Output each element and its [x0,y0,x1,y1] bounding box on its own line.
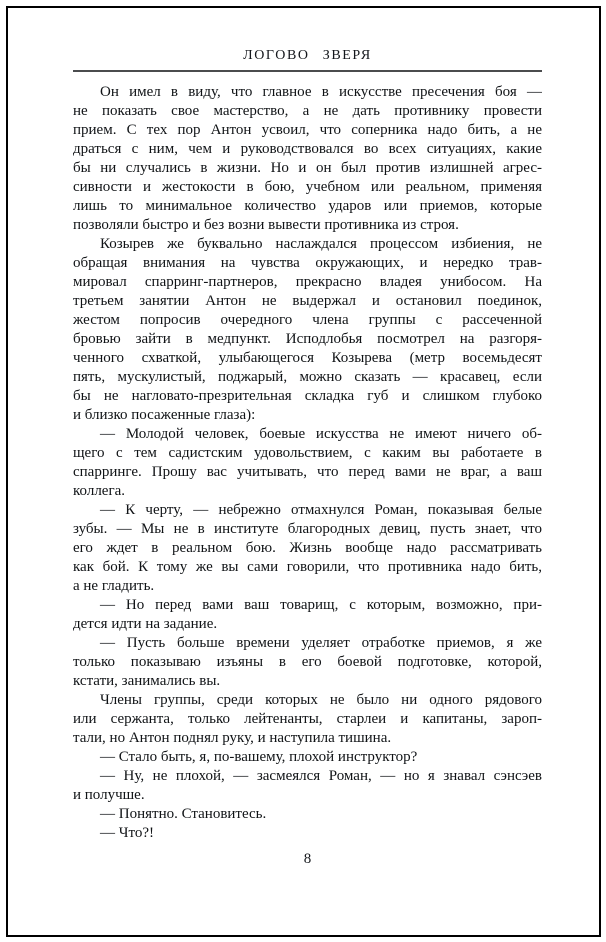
text-line: третьем занятии Антон не выдержал и остановил поединок, [73,293,542,309]
paragraph [73,691,542,748]
text-line: — Стало быть, я, по-вашему, плохой инструктор? [100,749,418,765]
text-line: Он имел в виду, что главное в искусстве пресечения боя — [100,84,542,100]
text-line: драться с ним, чем и руководствовался во всех ситуациях, какие [73,141,542,157]
text-line: жестом попросив очередного члена группы с рассеченной [73,312,542,328]
paragraph [73,83,542,235]
text-line: обращая внимания на чувства окружающих, и нередко трав- [73,255,542,271]
text-line: только показываю изъяны в его боевой подготовке, которой, [73,654,542,670]
text-line: пять, мускулистый, поджарый, можно сказать — красавец, если [73,369,542,385]
body-text [73,83,542,843]
text-line: прием. С тех пор Антон усвоил, что соперника надо бить, а не [73,122,542,138]
paragraph [73,634,542,691]
text-line: щего с тем садистским удовольствием, с каким вы работаете в [73,445,542,461]
header-rule [73,70,542,72]
text-line: — Что?! [100,825,155,841]
text-line: не показать свое мастерство, а не дать противнику провести [73,103,542,119]
text-line: — Но перед вами ваш товарищ, с которым, возможно, при- [100,597,542,613]
paragraph [73,748,542,767]
text-line: — Пусть больше времени уделяет отработке приемов, я же [100,635,542,651]
text-line: Козырев же буквально наслаждался процессом избиения, не [100,236,542,252]
text-line: а не гладить. [73,578,155,594]
text-line: Члены группы, среди которых не было ни одного рядового [100,692,542,708]
paragraph [73,235,542,425]
paragraph [73,425,542,501]
paragraph [73,824,542,843]
text-block [73,0,542,868]
text-line: бы ни случались в жизни. Но и он был против излишней агрес- [73,160,542,176]
text-line: — Ну, не плохой, — засмеялся Роман, — но я знавал сэнсэев [100,768,542,784]
text-line: — Молодой человек, боевые искусства не имеют ничего об- [100,426,542,442]
text-line: мировал спарринг-партнеров, прекрасно владея унибосом. На [73,274,542,290]
running-header: ЛОГОВО ЗВЕРЯ [243,48,372,63]
paragraph [73,767,542,805]
text-line: — Понятно. Становитесь. [100,806,267,822]
text-line: позволяли быстро и без возни вывести противника из строя. [73,217,459,233]
text-line: как бой. К тому же вы сами говорили, что противника надо бить, [73,559,542,575]
text-line: ченного схваткой, улыбающегося Козырева (метр восемьдесят [73,350,542,366]
paragraph [73,596,542,634]
text-line: — К черту, — небрежно отмахнулся Роман, показывая белые [100,502,542,518]
text-line: бы не нагловато-презрительная складка губ и слишком глубоко [73,388,542,404]
text-line: сивности и жестокости в бою, учебном или реальном, применяя [73,179,542,195]
text-line: дется идти на задание. [73,616,218,632]
text-line: или сержанта, только лейтенанты, старлеи и капитаны, зароп- [73,711,542,727]
text-line: и близко посаженные глаза): [73,407,256,423]
paragraph [73,501,542,596]
text-line: зубы. — Мы не в институте благородных девиц, пусть знает, что [73,521,542,537]
text-line: коллега. [73,483,126,499]
paragraph [73,805,542,824]
text-line: тали, но Антон поднял руку, и наступила тишина. [73,730,392,746]
text-line: лишь то минимальное количество ударов или приемов, которые [73,198,542,214]
text-line: и получше. [73,787,145,803]
text-line: кстати, занимались вы. [73,673,221,689]
page-number: 8 [303,851,312,867]
text-line: бровью зайти в медпункт. Исподлобья посмотрел на разгоря- [73,331,542,347]
text-line: спарринге. Прошу вас учитывать, что перед вами не враг, а ваш [73,464,542,480]
text-line: его ждет в реальном бою. Жизнь вообще надо рассматривать [73,540,542,556]
